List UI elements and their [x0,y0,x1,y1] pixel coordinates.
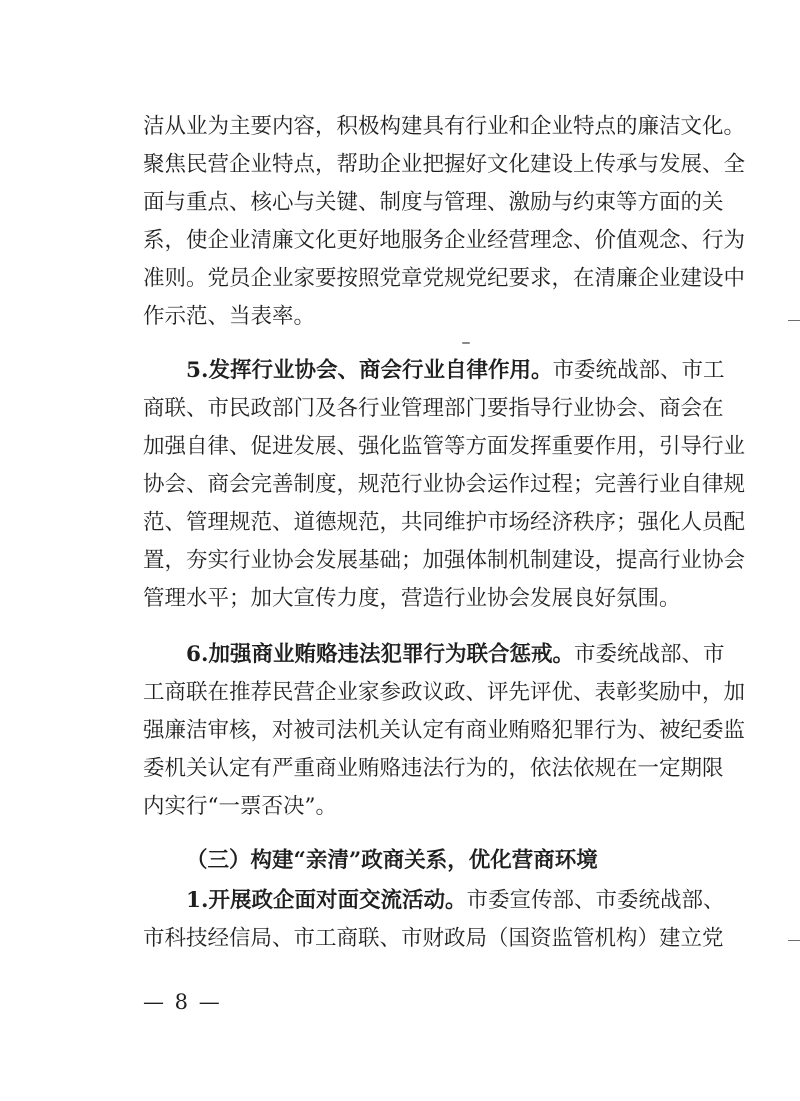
scan-mark [462,342,470,344]
paragraph-line: 作示范、当表率。 [143,304,316,329]
paragraph-line: 聚焦民营企业特点，帮助企业把握好文化建设上传承与发展、全 [143,152,746,177]
paragraph-line: 面与重点、核心与关键、制度与管理、激励与约束等方面的关 [143,190,724,215]
paragraph-line: 商联、市民政部门及各行业管理部门要指导行业协会、商会在 [143,396,724,421]
item-1-first-line [186,882,725,920]
section-5-text: 市委统战部、市工 [552,358,725,383]
item-1-title: 1.开展政企面对面交流活动。 [186,888,467,913]
page-number: — 8 — [143,990,222,1014]
edge-mark [788,320,800,321]
section-6-text: 市委统战部、市 [573,642,725,667]
section-6-first-line [186,636,725,674]
paragraph-line: 加强自律、促进发展、强化监管等方面发挥重要作用，引导行业 [143,434,746,459]
paragraph-line: 市科技经信局、市工商联、市财政局（国资监管机构）建立党 [143,926,724,951]
paragraph-line: 协会、商会完善制度，规范行业协会运作过程；完善行业自律规 [143,472,746,497]
part-3-heading: （三）构建“亲清”政商关系，优化营商环境 [186,848,598,873]
paragraph-line: 管理水平；加大宣传力度，营造行业协会发展良好氛围。 [143,586,681,611]
paragraph-line: 准则。党员企业家要按照党章党规党纪要求，在清廉企业建设中 [143,266,746,291]
paragraph-line: 洁从业为主要内容，积极构建具有行业和企业特点的廉洁文化。 [143,114,746,139]
paragraph-line: 置，夯实行业协会发展基础；加强体制机制建设，提高行业协会 [143,548,746,573]
paragraph-line: 工商联在推荐民营企业家参政议政、评先评优、表彰奖励中，加 [143,680,746,705]
section-5-title: 5.发挥行业协会、商会行业自律作用。 [186,358,553,383]
item-1-text: 市委宣传部、市委统战部、 [466,888,725,913]
paragraph-line: 系，使企业清廉文化更好地服务企业经营理念、价值观念、行为 [143,228,746,253]
paragraph-line: 内实行“一票否决”。 [143,794,337,819]
paragraph-line: 委机关认定有严重商业贿赂违法行为的，依法依规在一定期限 [143,756,724,781]
section-6-title: 6.加强商业贿赂违法犯罪行为联合惩戒。 [186,642,574,667]
edge-mark [788,940,800,941]
paragraph-line: 强廉洁审核，对被司法机关认定有商业贿赂犯罪行为、被纪委监 [143,718,746,743]
section-5-first-line [186,352,725,390]
paragraph-line: 范、管理规范、道德规范，共同维护市场经济秩序；强化人员配 [143,510,746,535]
